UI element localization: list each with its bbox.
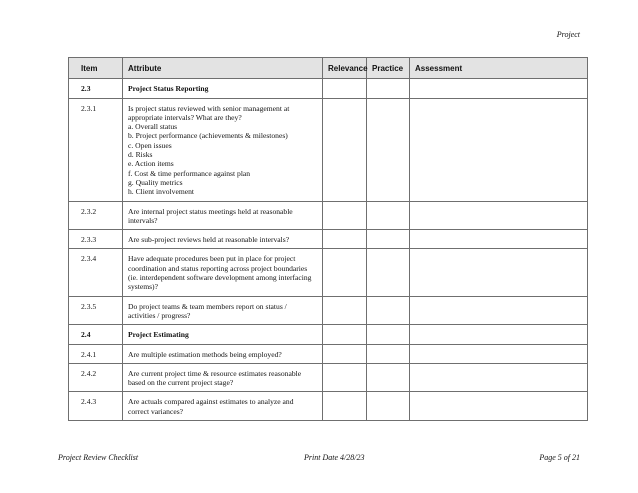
section-row [69,79,588,98]
practice-cell [367,79,410,98]
footer-page-number: Page 5 of 21 [539,453,580,462]
practice-cell [367,230,410,249]
attribute-text-line: coordination and status reporting across project boundaries [128,263,308,273]
item-number-cell: 2.3.3 [69,230,123,249]
attribute-cell [123,230,323,249]
table-row [69,201,588,230]
assessment-cell [410,392,588,421]
attribute-cell [123,392,323,421]
attribute-text-line: h. Client involvement [128,187,195,197]
column-header-assessment: Assessment [410,58,588,79]
attribute-text-line: appropriate intervals? What are they? [128,112,242,122]
assessment-cell [410,296,588,325]
assessment-cell [410,249,588,296]
relevance-cell [323,249,367,296]
attribute-text-line: (ie. interdependent software development among interfacing [128,273,312,283]
item-number-cell: 2.3.1 [69,98,123,201]
assessment-cell [410,363,588,392]
practice-cell [367,325,410,344]
footer-document-title: Project Review Checklist [58,453,139,462]
column-header-attribute: Attribute [123,58,323,79]
relevance-cell [323,98,367,201]
table-row [69,98,588,201]
footer-print-date: Print Date 4/28/23 [304,453,365,462]
checklist-body [69,79,588,421]
attribute-text-line: Are multiple estimation methods being employed? [128,349,282,359]
practice-cell [367,98,410,201]
practice-cell [367,363,410,392]
attribute-cell [123,98,323,201]
relevance-cell [323,325,367,344]
attribute-text-line: Project Status Reporting [128,84,209,94]
attribute-text-line: Are actuals compared against estimates to analyze and [128,397,294,407]
item-number-cell: 2.3.4 [69,249,123,296]
practice-cell [367,344,410,363]
practice-cell [367,249,410,296]
attribute-text-line: Have adequate procedures been put in place for project [128,254,296,264]
attribute-cell [123,201,323,230]
item-number-cell: 2.4.3 [69,392,123,421]
attribute-text-line: Are sub-project reviews held at reasonable intervals? [128,235,290,245]
item-number-cell: 2.3.5 [69,296,123,325]
item-number-cell: 2.3.2 [69,201,123,230]
attribute-text-line: based on the current project stage? [128,378,234,388]
attribute-text-line: a. Overall status [128,122,178,132]
attribute-text-line: Are current project time & resource estimates reasonable [128,368,302,378]
section-title-cell [123,325,323,344]
table-row [69,363,588,392]
attribute-text-line: b. Project performance (achievements & milestones) [128,131,288,141]
attribute-text-line: systems)? [128,282,158,292]
practice-cell [367,296,410,325]
table-row [69,392,588,421]
table-row [69,249,588,296]
column-header-item: Item [69,58,123,79]
table-header-row [69,58,588,79]
column-header-practice: Practice [367,58,410,79]
attribute-text-line: g. Quality metrics [128,177,183,187]
assessment-cell [410,325,588,344]
attribute-text-line: Project Estimating [128,330,189,340]
attribute-cell [123,249,323,296]
relevance-cell [323,296,367,325]
relevance-cell [323,201,367,230]
practice-cell [367,201,410,230]
attribute-cell [123,363,323,392]
assessment-cell [410,79,588,98]
attribute-text-line: correct variances? [128,406,184,416]
checklist-table [68,57,588,421]
attribute-text-line: Are internal project status meetings held at reasonable [128,206,293,216]
table-row [69,296,588,325]
assessment-cell [410,201,588,230]
attribute-text-line: e. Action items [128,159,174,169]
section-title-cell [123,79,323,98]
attribute-cell [123,296,323,325]
attribute-text-line: intervals? [128,215,158,225]
item-number-cell: 2.4 [69,325,123,344]
attribute-text-line: d. Risks [128,150,153,160]
item-number-cell: 2.3 [69,79,123,98]
attribute-text-line: f. Cost & time performance against plan [128,168,251,178]
relevance-cell [323,344,367,363]
attribute-text-line: Is project status reviewed with senior management at [128,103,290,113]
attribute-text-line: Do project teams & team members report on status / [128,301,287,311]
item-number-cell: 2.4.2 [69,363,123,392]
relevance-cell [323,363,367,392]
column-header-relevance: Relevance [323,58,367,79]
item-number-cell: 2.4.1 [69,344,123,363]
table-row [69,230,588,249]
page-header-title: Project [556,30,580,39]
relevance-cell [323,230,367,249]
relevance-cell [323,79,367,98]
attribute-text-line: activities / progress? [128,310,191,320]
assessment-cell [410,344,588,363]
assessment-cell [410,230,588,249]
section-row [69,325,588,344]
attribute-cell [123,344,323,363]
relevance-cell [323,392,367,421]
attribute-text-line: c. Open issues [128,140,172,150]
table-row [69,344,588,363]
practice-cell [367,392,410,421]
assessment-cell [410,98,588,201]
